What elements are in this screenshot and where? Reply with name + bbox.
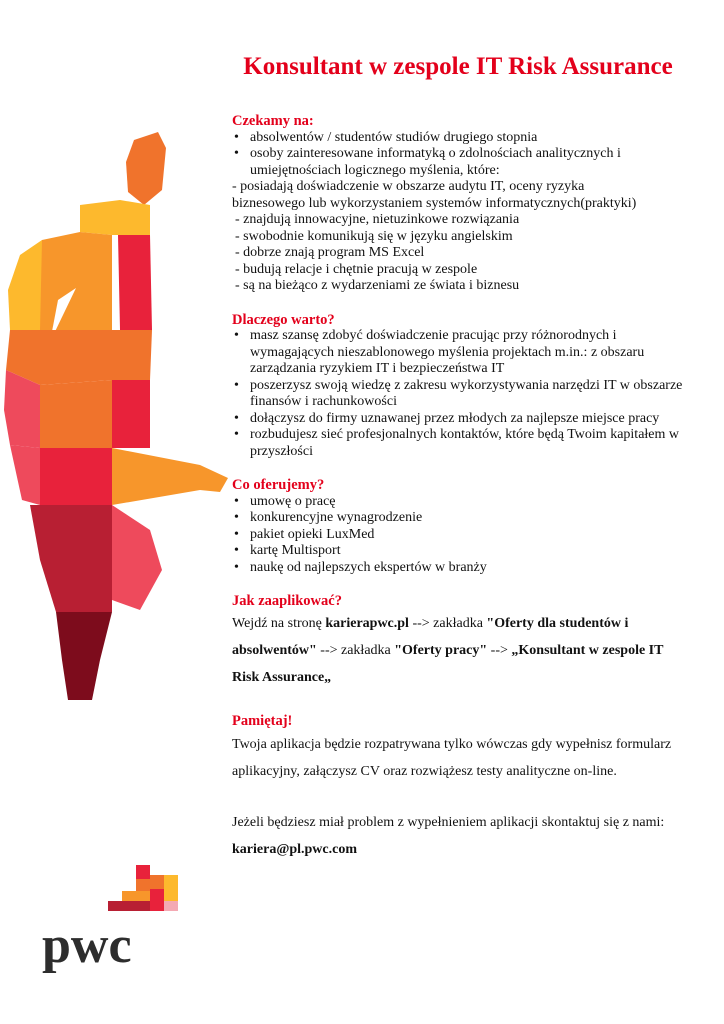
section-heading-dlaczego: Dlaczego warto? [232, 311, 335, 328]
list-item: • umowę o pracę [232, 494, 692, 511]
apply-text: --> [487, 642, 512, 658]
list-item: • poszerzysz swoją wiedzę z zakresu wykorzystywania narzędzi IT w obszarze finansów i rachunkowości [232, 378, 692, 411]
career-site-link[interactable]: karierapwc.pl [325, 615, 409, 631]
czekamy-list [232, 130, 692, 180]
dash-item: - dobrze znają program MS Excel [235, 245, 425, 260]
dash-item: - są na bieżąco z wydarzeniami ze świata i biznesu [235, 278, 520, 293]
section-heading-oferujemy: Co oferujemy? [232, 477, 325, 493]
list-item: • rozbudujesz sieć profesjonalnych kontaktów, które będą Twoim kapitałem w przyszłości [232, 427, 692, 460]
apply-text: Wejdź na stronę [232, 615, 326, 631]
apply-text: --> zakładka [316, 642, 395, 658]
oferujemy-list [232, 494, 692, 577]
section-heading-pamietaj: Pamiętaj! [232, 712, 293, 729]
apply-instructions [232, 610, 692, 691]
list-item: • osoby zainteresowane informatyką o zdolnościach analitycznych i umiejętnościach logicznego myślenia, które: [232, 146, 692, 179]
czekamy-dash-list [232, 179, 692, 295]
list-item: • pakiet opieki LuxMed [232, 527, 692, 544]
tab-name-offers: "Oferty pracy" [394, 642, 488, 658]
dash-item: - posiadają doświadczenie w obszarze audytu IT, oceny ryzyka [232, 179, 585, 194]
dash-item: - swobodnie komunikują się w języku angielskim [235, 228, 513, 244]
reminder-text: Twoja aplikacja będzie rozpatrywana tylko wówczas gdy wypełnisz formularz aplikacyjny, załączysz CV oraz rozwiążesz testy analityczne on-line. [232, 737, 672, 779]
section-heading-czekamy: Czekamy na: [232, 113, 314, 129]
list-item: • dołączysz do firmy uznawanej przez młodych za najlepsze miejsce pracy [232, 411, 692, 428]
list-item: • kartę Multisport [232, 543, 692, 560]
pwc-logo-text: pwc [42, 917, 132, 974]
dash-item: - znajdują innowacyjne, nietuzinkowe rozwiązania [235, 212, 520, 227]
list-item: • konkurencyjne wynagrodzenie [232, 510, 692, 527]
contact-label: Jeżeli będziesz miał problem z wypełnieniem aplikacji skontaktuj się z nami: [232, 815, 665, 830]
pwc-logo [40, 860, 190, 980]
dash-item-continued: biznesowego lub wykorzystaniem systemów informatycznych(praktyki) [232, 195, 637, 211]
section-heading-aplikacja: Jak zaaplikować? [232, 593, 342, 609]
list-item: • masz szansę zdobyć doświadczenie pracując przy różnorodnych i wymagających nieszablonowego myślenia projektach m.in.: z obszaru zarządzania ryzykiem IT i bezpieczeństwa IT [232, 328, 692, 378]
position-name: „Konsultant w zespole IT Risk Assurance„ [232, 642, 664, 685]
dash-item: - budują relacje i chętnie pracują w zespole [235, 261, 478, 277]
handstand-figure-illustration [0, 0, 240, 700]
list-item: • absolwentów / studentów studiów drugiego stopnia [232, 130, 692, 147]
page-title: Konsultant w zespole IT Risk Assurance [243, 53, 673, 80]
tab-name-students: "Oferty dla studentów i absolwentów" [232, 615, 629, 658]
job-offer-content [232, 113, 692, 863]
contact-text [232, 809, 692, 863]
contact-email-link[interactable]: kariera@pl.pwc.com [232, 842, 358, 857]
list-item: • naukę od najlepszych ekspertów w branży [232, 560, 692, 577]
dlaczego-list [232, 328, 692, 460]
apply-text: --> zakładka [408, 615, 487, 631]
